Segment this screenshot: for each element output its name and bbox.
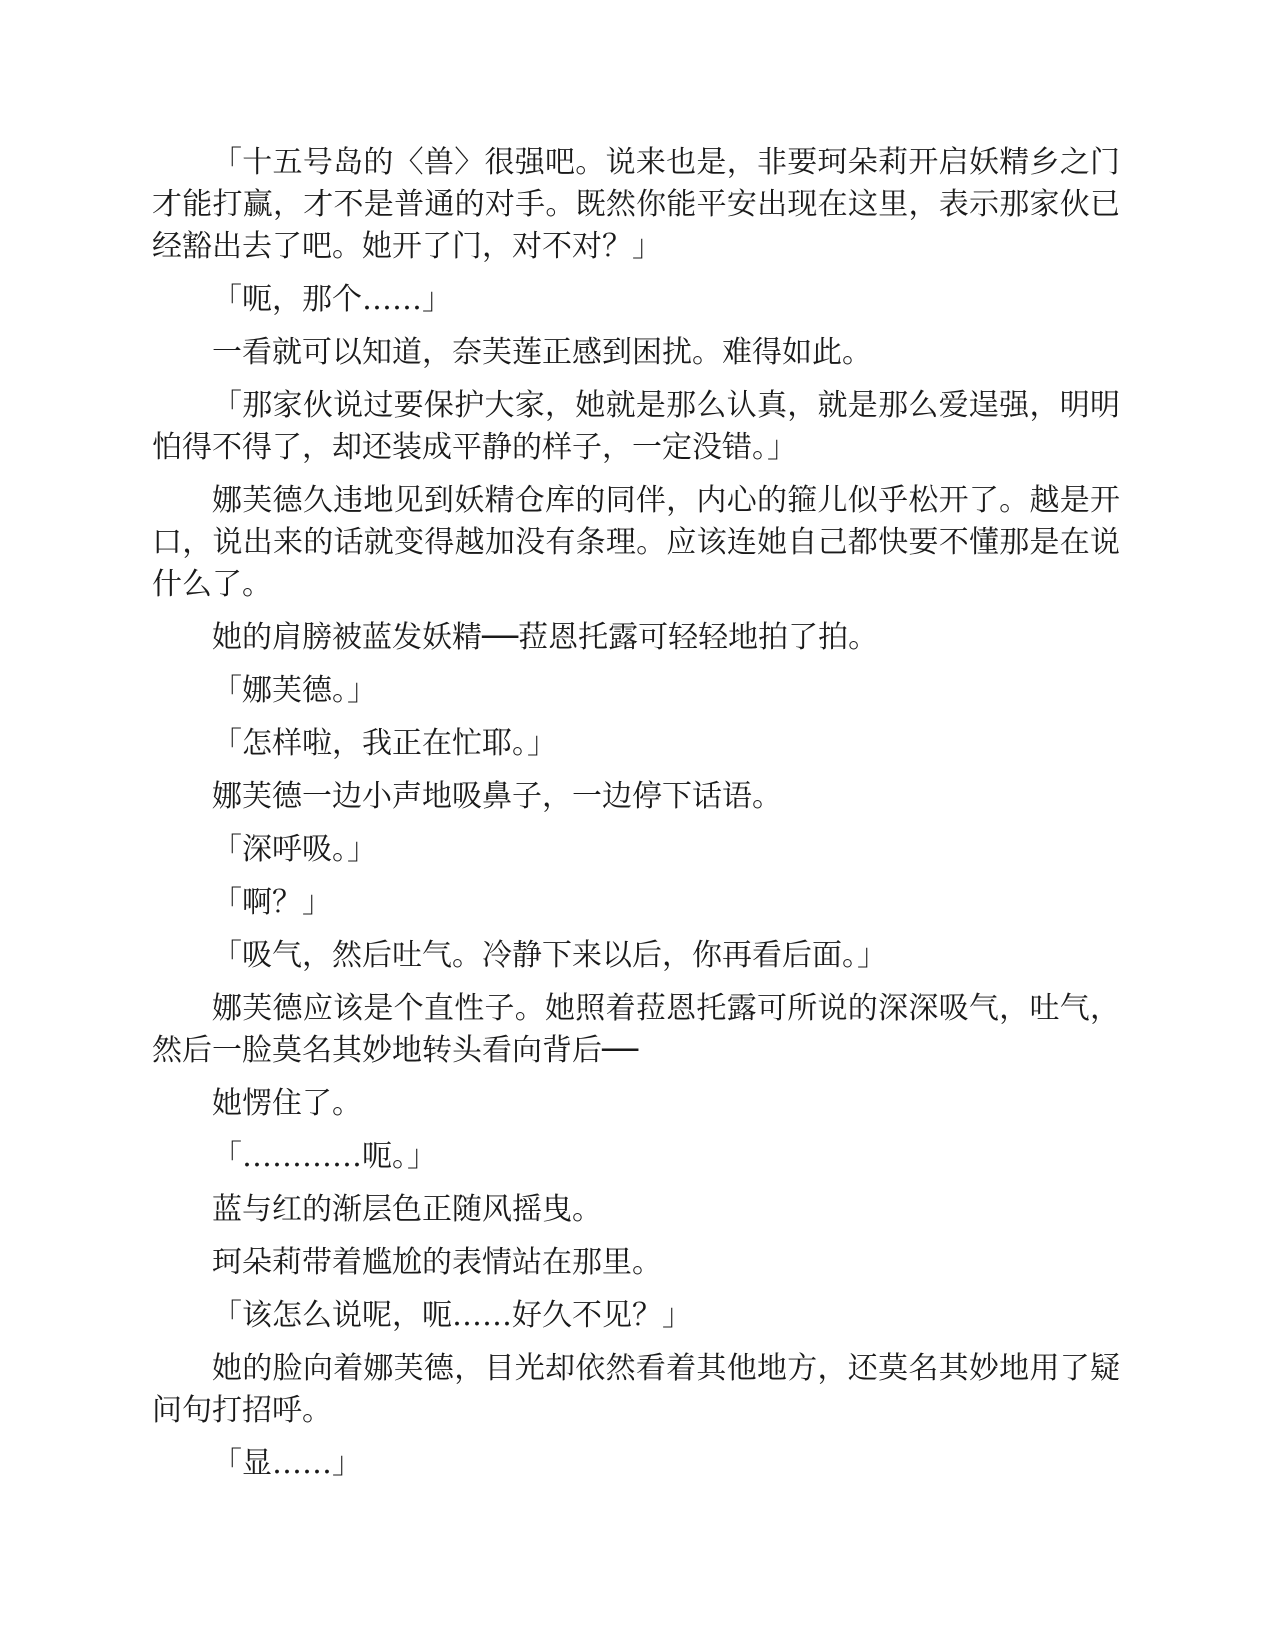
paragraph: 一看就可以知道，奈芙莲正感到困扰。难得如此。 [212,335,872,370]
paragraph: 「十五号岛的〈兽〉很强吧。说来也是，非要珂朵莉开启妖精乡之门才能打赢，才不是普通的对手。既然你能平安出现在这里，表示那家伙已经豁出去了吧。她开了门，对不对？」 [152,145,1120,264]
paragraph: 她愣住了。 [212,1086,362,1121]
paragraph: 她的肩膀被蓝发妖精──菈恩托露可轻轻地拍了拍。 [212,620,879,655]
paragraph: 娜芙德久违地见到妖精仓库的同伴，内心的箍儿似乎松开了。越是开口，说出来的话就变得越加没有条理。应该连她自己都快要不懂那是在说什么了。 [152,483,1120,602]
paragraph: 「怎样啦，我正在忙耶。」 [212,726,557,761]
paragraph: 娜芙德应该是个直性子。她照着菈恩托露可所说的深深吸气，吐气，然后一脸莫名其妙地转头看向背后── [152,991,1120,1068]
paragraph: 「啊？」 [212,885,332,920]
paragraph: 「那家伙说过要保护大家，她就是那么认真，就是那么爱逞强，明明怕得不得了，却还装成平静的样子，一定没错。」 [152,388,1120,465]
paragraph: 「娜芙德。」 [212,673,377,708]
paragraph: 珂朵莉带着尴尬的表情站在那里。 [212,1245,662,1280]
paragraph: 「呃，那个……」 [212,282,452,317]
paragraph: 她的脸向着娜芙德，目光却依然看着其他地方，还莫名其妙地用了疑问句打招呼。 [152,1351,1120,1428]
paragraph: 「该怎么说呢，呃……好久不见？」 [212,1298,692,1333]
body-text [152,142,1120,1496]
paragraph: 「显……」 [212,1446,362,1481]
paragraph: 「吸气，然后吐气。冷静下来以后，你再看后面。」 [212,938,887,973]
paragraph: 娜芙德一边小声地吸鼻子，一边停下话语。 [212,779,782,814]
paragraph: 「深呼吸。」 [212,832,377,867]
paragraph: 蓝与红的渐层色正随风摇曳。 [212,1192,602,1227]
paragraph: 「…………呃。」 [212,1139,437,1174]
